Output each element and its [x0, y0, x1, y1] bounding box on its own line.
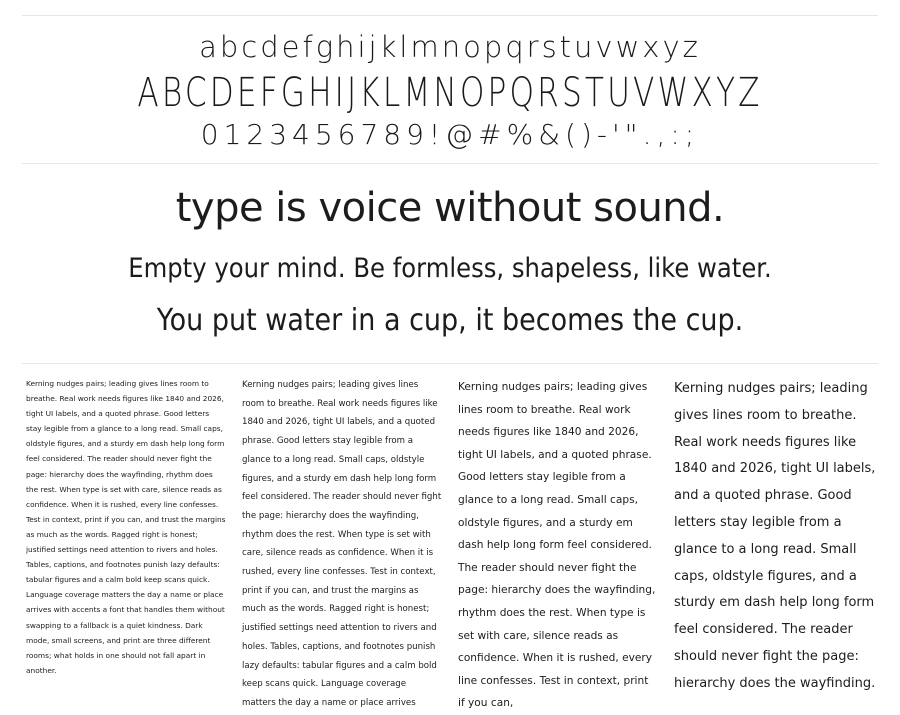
display-line-medium: Empty your mind. Be formless, shapeless, like water.	[128, 253, 772, 284]
lowercase-alphabet: abcdefghijklmnopqrstuvwxyz	[199, 30, 701, 64]
display-line-large: type is voice without sound.	[175, 185, 725, 231]
body-text-sample-xsmall: Kerning nudges pairs; leading gives lines room to breathe. Real work needs figures like 1840 and 2026, tight UI labels, and a quoted phrase. Good letters stay legible from a glance to a long read. Small caps, oldstyle figures, and a sturdy em dash help long form feel considered. The reader should never fight the page: hierarchy does the wayfinding, rhythm does the rest. When type is set with care, silence reads as confidence. When it is rushed, every line confesses. Test in context, print if you can, and trust the margins as much as the words. Ragged right is honest; justified settings need attention to rivers and holes. Tables, captions, and footnotes punish lazy defaults: tabular figures and a calm bold keep scans quick. Language coverage matters the day a name or place arrives with accents a font that handles them without swapping to a fallback is a quiet kindness. Dark mode, small screens, and print are three different rooms; what holds in one should not fall apart in another.	[26, 379, 226, 675]
body-text-sample-small: Kerning nudges pairs; leading gives lines room to breathe. Real work needs figures like 1840 and 2026, tight UI labels, and a quoted phrase. Good letters stay legible from a glance to a long read. Small caps, oldstyle figures, and a sturdy em dash help long form feel considered. The reader should never fight the page: hierarchy does the wayfinding, rhythm does the rest. When type is set with care, silence reads as confidence. When it is rushed, every line confesses. Test in context, print if you can, and trust the margins as much as the words. Ragged right is honest; justified settings need attention to rivers and holes. Tables, captions, and footnotes punish lazy defaults: tabular figures and a calm bold keep scans quick. Language coverage matters the day a name or place arrives	[242, 380, 442, 708]
body-text-sample-medium: Kerning nudges pairs; leading gives lines room to breathe. Real work needs figures like 1840 and 2026, tight UI labels, and a quoted phrase. Good letters stay legible from a glance to a long read. Small caps, oldstyle figures, and a sturdy em dash help long form feel considered. The reader should never fight the page: hierarchy does the wayfinding, rhythm does the rest. When type is set with care, silence reads as confidence. When it is rushed, every line confesses. Test in context, print if you can,	[458, 381, 656, 710]
figures-and-punctuation: 0123456789!@#%&()-'".,:;	[200, 118, 700, 151]
section-divider	[22, 363, 878, 364]
top-divider	[22, 15, 878, 16]
section-divider	[22, 163, 878, 164]
uppercase-alphabet: ABCDEFGHIJKLMNOPQRSTUVWXYZ	[137, 70, 763, 116]
body-text-sample-large: Kerning nudges pairs; leading gives lines room to breathe. Real work needs figures like 1840 and 2026, tight UI labels, and a quoted phrase. Good letters stay legible from a glance to a long read. Small caps, oldstyle figures, and a sturdy em dash help long form feel considered. The reader should never fight the page: hierarchy does the wayfinding.	[674, 381, 876, 691]
display-line-medium: You put water in a cup, it becomes the cup.	[156, 303, 744, 338]
